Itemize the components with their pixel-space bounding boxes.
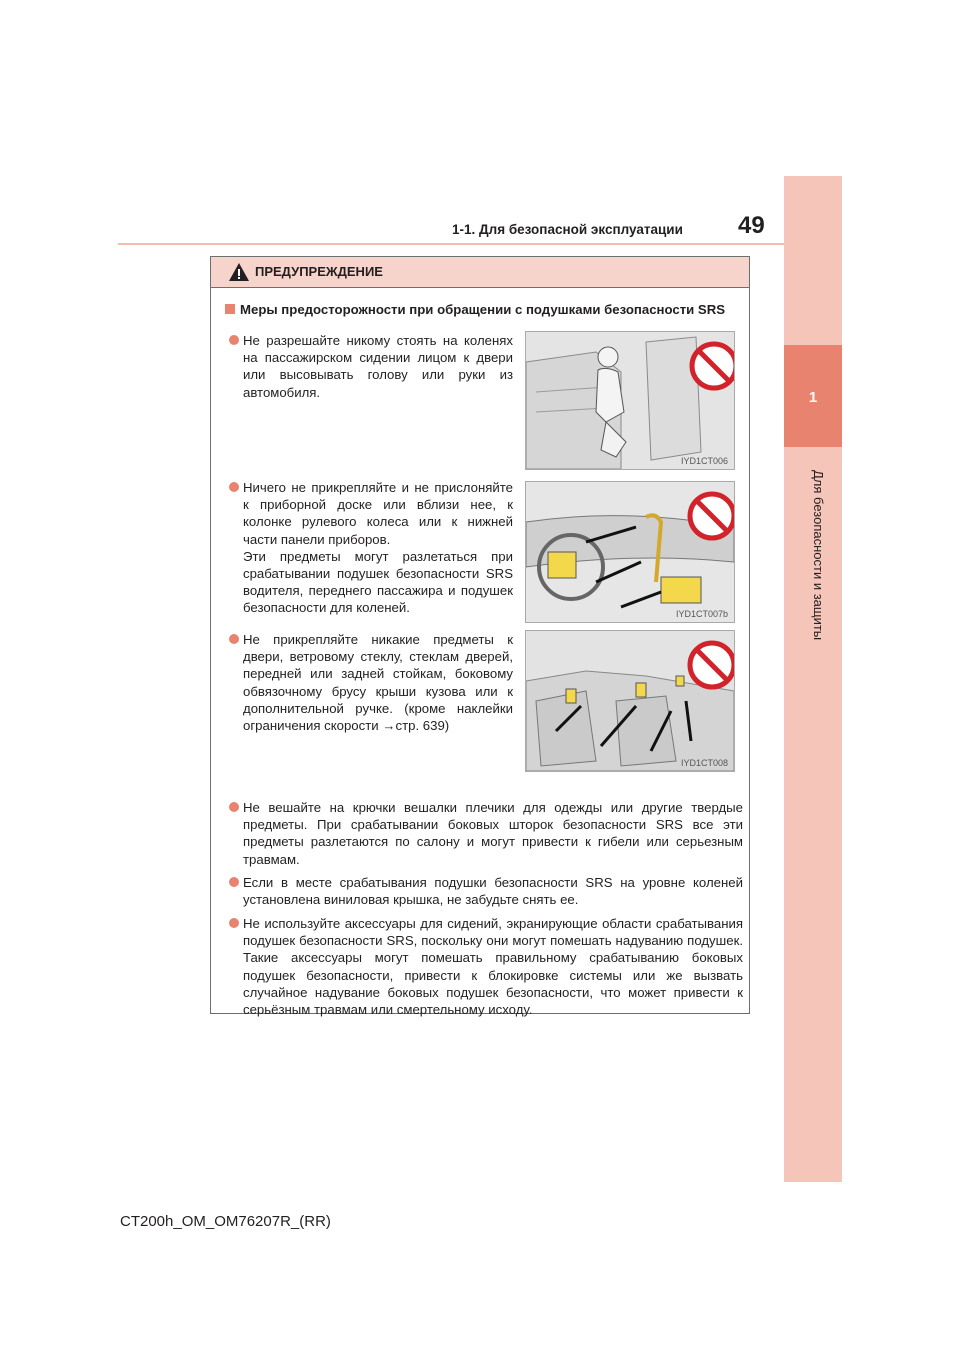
header-rule: [118, 243, 784, 245]
list-item: Ничего не прикрепляйте и не прислоняйте к приборной доске или вблизи нее, к колонке рулевого колеса или к нижней части панели приборов. Эти предметы могут разлетаться при срабатывании подушек безопасности SRS водителя, переднего пассажира и подушек безопасности для коленей.: [243, 479, 513, 617]
dashboard-illustration: [526, 482, 734, 622]
warning-title: ПРЕДУПРЕЖДЕНИЕ: [255, 264, 383, 279]
warning-subheading: Меры предосторожности при обращении с подушками безопасности SRS: [225, 302, 725, 317]
page-number: 49: [738, 212, 765, 239]
bullet-icon: [229, 482, 239, 492]
list-item: Не разрешайте никому стоять на коленях на пассажирском сидении лицом к двери или высовывать голову или руки из автомобиля.: [243, 332, 513, 401]
list-item: Не вешайте на крючки вешалки плечики для одежды или другие твердые предметы. При срабатывании боковых шторок безопасности SRS все эти предметы разлетаются по салону и могут привести к гибели или серьезным травмам.: [243, 799, 743, 868]
list-item: Не используйте аксессуары для сидений, экранирующие области срабатывания подушек безопасности SRS, поскольку они могут помешать надуванию подушек. Такие аксессуары могут помешать правильному срабатыванию боковых подушек безопасности, привести к блокировке системы или же вызвать случайное надувание боковых подушек безопасности, что может привести к серьёзным травмам или смертельному исходу.: [243, 915, 743, 1018]
list-item: Если в месте срабатывания подушки безопасности SRS на уровне коленей установлена виниловая крышка, не забудьте снять ее.: [243, 874, 743, 908]
bullet-icon: [229, 802, 239, 812]
bullet-icon: [229, 634, 239, 644]
bullet-icon: [229, 918, 239, 928]
document-code: CT200h_OM_OM76207R_(RR): [120, 1213, 331, 1230]
warning-header: [211, 257, 749, 288]
list-item: Не прикрепляйте никакие предметы к двери, ветровому стеклу, стеклам дверей, передней или задней стойкам, боковому обвязочному брусу крыши кузова или к дополнительной ручке. (кроме наклейки ограничения скорости →стр. 639): [243, 631, 513, 734]
figure-code: IYD1CT006: [680, 456, 728, 466]
bullet-icon: [229, 335, 239, 345]
side-tab: [784, 176, 842, 1182]
chapter-title: Для безопасности и защиты: [811, 470, 826, 641]
chapter-marker: [784, 345, 842, 447]
figure-code: IYD1CT007b: [675, 609, 728, 619]
warning-box: [210, 256, 750, 1018]
figure-dashboard: [525, 481, 735, 623]
figure-code: IYD1CT008: [680, 758, 728, 768]
warning-triangle-icon: [228, 262, 250, 282]
interior-illustration: [526, 631, 734, 771]
figure-passenger-kneeling: [525, 331, 735, 470]
square-bullet-icon: [225, 304, 235, 314]
passenger-illustration: [526, 332, 734, 469]
figure-interior: [525, 630, 735, 772]
section-title: 1-1. Для безопасной эксплуатации: [452, 222, 683, 237]
bullet-icon: [229, 877, 239, 887]
chapter-number: 1: [808, 389, 818, 406]
